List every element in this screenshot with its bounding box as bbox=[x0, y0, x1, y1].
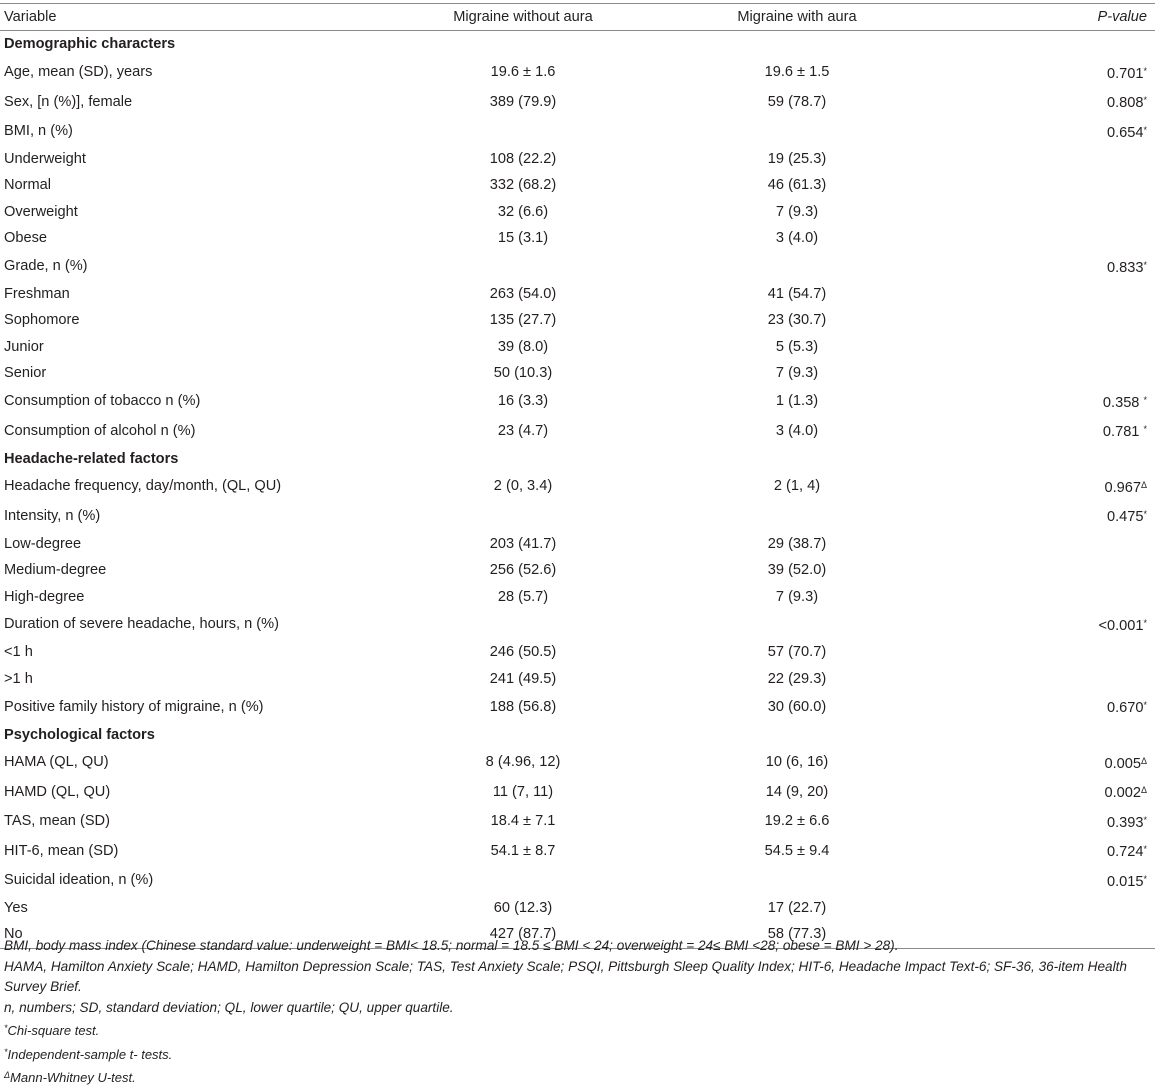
header-p-value-text: P-value bbox=[1097, 9, 1147, 25]
p-value-cell bbox=[932, 416, 1155, 445]
variable-cell: No bbox=[4, 926, 23, 943]
p-value-cell bbox=[932, 666, 1155, 692]
p-value-cell bbox=[932, 87, 1155, 116]
table-row bbox=[0, 531, 1155, 557]
p-value-cell bbox=[932, 199, 1155, 225]
p-value: 0.967 bbox=[1104, 479, 1141, 496]
table-row bbox=[0, 416, 1155, 445]
p-value-cell bbox=[932, 610, 1155, 639]
without-aura-cell: 28 (5.7) bbox=[497, 588, 549, 605]
p-value-cell bbox=[932, 472, 1155, 501]
footnote-mw-mark: Δ bbox=[4, 1070, 11, 1080]
with-aura-cell: 3 (4.0) bbox=[775, 230, 819, 247]
variable-cell: Consumption of tobacco n (%) bbox=[4, 393, 201, 410]
without-aura-cell: 263 (54.0) bbox=[489, 286, 557, 303]
p-value-cell bbox=[932, 692, 1155, 721]
variable-cell: Normal bbox=[4, 177, 52, 194]
p-value-cell bbox=[932, 584, 1155, 610]
with-aura-cell: 41 (54.7) bbox=[767, 286, 827, 303]
variable-cell: Suicidal ideation, n (%) bbox=[4, 872, 154, 889]
p-value-cell bbox=[932, 557, 1155, 583]
p-value-cell bbox=[932, 360, 1155, 386]
without-aura-cell: 54.1 ± 8.7 bbox=[490, 842, 556, 859]
with-aura-cell: 14 (9, 20) bbox=[765, 783, 829, 800]
table-row bbox=[0, 281, 1155, 307]
footnote-abbreviations: n, numbers; SD, standard deviation; QL, lower quartile; QU, upper quartile. bbox=[4, 999, 454, 1015]
p-value-cell bbox=[932, 334, 1155, 360]
p-value-cell bbox=[932, 58, 1155, 87]
p-value-mark: Δ bbox=[1140, 479, 1147, 490]
p-value-cell bbox=[932, 807, 1155, 836]
p-value-cell bbox=[932, 895, 1155, 921]
footnote-chi-text: Chi-square test. bbox=[7, 1023, 100, 1038]
p-value-mark: * bbox=[1143, 700, 1147, 711]
with-aura-cell bbox=[662, 252, 932, 281]
table-row bbox=[0, 666, 1155, 692]
without-aura-cell bbox=[384, 117, 662, 146]
p-value-cell bbox=[932, 387, 1155, 416]
header-migraine-with-aura: Migraine with aura bbox=[737, 9, 857, 25]
variable-cell: Headache frequency, day/month, (QL, QU) bbox=[4, 478, 282, 495]
table-row bbox=[0, 748, 1155, 777]
header-migraine-without-aura: Migraine without aura bbox=[453, 9, 593, 25]
p-value-mark: * bbox=[1143, 124, 1147, 135]
with-aura-cell bbox=[662, 117, 932, 146]
p-value-cell bbox=[932, 836, 1155, 865]
without-aura-cell bbox=[384, 610, 662, 639]
without-aura-cell: 241 (49.5) bbox=[489, 670, 557, 687]
without-aura-cell: 18.4 ± 7.1 bbox=[490, 813, 556, 830]
variable-cell: TAS, mean (SD) bbox=[4, 813, 110, 830]
p-value-mark: * bbox=[1143, 424, 1147, 435]
variable-cell: Overweight bbox=[4, 203, 78, 220]
table-row bbox=[0, 557, 1155, 583]
without-aura-cell: 389 (79.9) bbox=[489, 93, 557, 110]
p-value-mark: * bbox=[1143, 873, 1147, 884]
footnote-t-text: Independent-sample t- tests. bbox=[7, 1046, 173, 1062]
variable-cell: High-degree bbox=[4, 588, 85, 605]
variable-cell: Consumption of alcohol n (%) bbox=[4, 422, 196, 439]
without-aura-cell: 23 (4.7) bbox=[497, 422, 549, 439]
without-aura-cell: 203 (41.7) bbox=[489, 535, 557, 552]
p-value-cell bbox=[932, 252, 1155, 281]
with-aura-cell: 19.6 ± 1.5 bbox=[764, 64, 830, 81]
table-row bbox=[0, 866, 1155, 895]
variable-cell: Sophomore bbox=[4, 312, 80, 329]
section-row bbox=[0, 446, 1155, 472]
with-aura-cell bbox=[662, 610, 932, 639]
with-aura-cell: 2 (1, 4) bbox=[773, 478, 821, 495]
without-aura-cell: 32 (6.6) bbox=[497, 203, 549, 220]
variable-cell: Intensity, n (%) bbox=[4, 507, 101, 524]
table-row bbox=[0, 501, 1155, 530]
without-aura-cell: 15 (3.1) bbox=[497, 230, 549, 247]
variable-cell: Obese bbox=[4, 230, 47, 247]
variable-cell: Junior bbox=[4, 338, 44, 355]
table-row bbox=[0, 639, 1155, 665]
footnote-bmi: BMI, body mass index (Chinese standard value: underweight = BMI< 18.5; normal = 18.5 ≤ BMI < 24; overweight = 24≤ BMI <28; obese = BMI > 28). bbox=[4, 938, 899, 953]
variable-cell: >1 h bbox=[4, 670, 33, 687]
p-value: 0.005 bbox=[1104, 755, 1141, 772]
without-aura-cell: 8 (4.96, 12) bbox=[485, 754, 561, 771]
empty-cell bbox=[932, 722, 1155, 748]
with-aura-cell: 17 (22.7) bbox=[767, 900, 827, 916]
table-row bbox=[0, 610, 1155, 639]
p-value: <0.001 bbox=[1098, 617, 1144, 634]
table-row bbox=[0, 225, 1155, 251]
p-value-cell bbox=[932, 777, 1155, 806]
section-heading: Demographic characters bbox=[4, 36, 176, 53]
p-value-cell bbox=[932, 117, 1155, 146]
with-aura-cell bbox=[662, 866, 932, 895]
p-value-mark: * bbox=[1143, 844, 1147, 855]
p-value-mark: * bbox=[1143, 617, 1147, 628]
table-row bbox=[0, 836, 1155, 865]
p-value: 0.393 bbox=[1106, 814, 1144, 831]
variable-cell: Freshman bbox=[4, 286, 70, 303]
p-value: 0.701 bbox=[1106, 65, 1144, 82]
table-row bbox=[0, 117, 1155, 146]
footnote-chi-mark: * bbox=[4, 1023, 8, 1033]
p-value-cell bbox=[932, 225, 1155, 251]
with-aura-cell: 54.5 ± 9.4 bbox=[764, 842, 830, 859]
p-value: 0.358 bbox=[1102, 394, 1144, 411]
table-row bbox=[0, 172, 1155, 198]
p-value-mark: * bbox=[1143, 65, 1147, 76]
header-variable: Variable bbox=[4, 9, 57, 25]
p-value-cell bbox=[932, 639, 1155, 665]
with-aura-cell: 22 (29.3) bbox=[767, 670, 827, 687]
footnote-t-mark: * bbox=[4, 1046, 8, 1057]
data-table bbox=[0, 3, 1155, 949]
empty-cell bbox=[384, 31, 662, 58]
with-aura-cell: 10 (6, 16) bbox=[765, 754, 829, 771]
p-value-cell bbox=[932, 307, 1155, 333]
header-p-value bbox=[932, 4, 1155, 31]
variable-cell: Positive family history of migraine, n (%) bbox=[4, 698, 264, 715]
footnote-chi-square bbox=[4, 1018, 1134, 1042]
without-aura-cell: 11 (7, 11) bbox=[492, 783, 554, 800]
table-footnotes bbox=[4, 936, 1134, 1089]
table-row bbox=[0, 472, 1155, 501]
with-aura-cell: 3 (4.0) bbox=[775, 422, 819, 439]
variable-cell: Yes bbox=[4, 900, 28, 916]
table-row bbox=[0, 584, 1155, 610]
without-aura-cell bbox=[384, 252, 662, 281]
variable-cell: HAMD (QL, QU) bbox=[4, 783, 111, 800]
empty-cell bbox=[662, 446, 932, 472]
table-row bbox=[0, 360, 1155, 386]
p-value-mark: Δ bbox=[1140, 755, 1147, 766]
with-aura-cell: 59 (78.7) bbox=[767, 93, 827, 110]
p-value-mark: Δ bbox=[1140, 785, 1147, 796]
p-value: 0.654 bbox=[1106, 124, 1144, 141]
p-value-cell bbox=[932, 281, 1155, 307]
variable-cell: Low-degree bbox=[4, 535, 82, 552]
footnote-t-test bbox=[4, 1042, 1134, 1066]
section-heading: Headache-related factors bbox=[4, 450, 179, 467]
with-aura-cell: 46 (61.3) bbox=[767, 177, 827, 194]
with-aura-cell: 7 (9.3) bbox=[775, 588, 819, 605]
without-aura-cell bbox=[384, 866, 662, 895]
with-aura-cell: 7 (9.3) bbox=[775, 365, 819, 382]
without-aura-cell: 2 (0, 3.4) bbox=[493, 478, 553, 495]
variable-cell: Grade, n (%) bbox=[4, 258, 88, 275]
empty-cell bbox=[662, 722, 932, 748]
with-aura-cell: 29 (38.7) bbox=[767, 535, 827, 552]
section-heading: Psychological factors bbox=[4, 726, 155, 743]
variable-cell: Senior bbox=[4, 365, 47, 382]
p-value-cell bbox=[932, 146, 1155, 172]
without-aura-cell bbox=[384, 501, 662, 530]
p-value-cell bbox=[932, 501, 1155, 530]
without-aura-cell: 60 (12.3) bbox=[493, 900, 553, 916]
with-aura-cell: 58 (77.3) bbox=[767, 926, 827, 943]
footnote-mw-text: Mann-Whitney U-test. bbox=[10, 1070, 136, 1085]
without-aura-cell: 108 (22.2) bbox=[489, 151, 557, 168]
without-aura-cell: 50 (10.3) bbox=[493, 365, 553, 382]
variable-cell: Age, mean (SD), years bbox=[4, 64, 153, 81]
with-aura-cell: 19.2 ± 6.6 bbox=[764, 813, 830, 830]
empty-cell bbox=[662, 31, 932, 58]
without-aura-cell: 16 (3.3) bbox=[497, 393, 549, 410]
table-row bbox=[0, 199, 1155, 225]
p-value-mark: * bbox=[1143, 509, 1147, 520]
variable-cell: Sex, [n (%)], female bbox=[4, 93, 133, 110]
without-aura-cell: 246 (50.5) bbox=[489, 644, 557, 661]
table-row bbox=[0, 807, 1155, 836]
table-row bbox=[0, 692, 1155, 721]
with-aura-cell: 19 (25.3) bbox=[767, 151, 827, 168]
with-aura-cell: 7 (9.3) bbox=[775, 203, 819, 220]
header-row bbox=[0, 4, 1155, 31]
p-value-cell bbox=[932, 172, 1155, 198]
p-value-mark: * bbox=[1143, 259, 1147, 270]
p-value: 0.002 bbox=[1104, 785, 1141, 802]
table-row bbox=[0, 387, 1155, 416]
table-row bbox=[0, 307, 1155, 333]
table-row bbox=[0, 895, 1155, 921]
p-value-mark: * bbox=[1143, 814, 1147, 825]
p-value: 0.781 bbox=[1102, 424, 1144, 441]
p-value-mark: * bbox=[1143, 95, 1147, 106]
without-aura-cell: 135 (27.7) bbox=[489, 312, 557, 329]
with-aura-cell: 39 (52.0) bbox=[767, 562, 827, 579]
without-aura-cell: 332 (68.2) bbox=[489, 177, 557, 194]
without-aura-cell: 427 (87.7) bbox=[489, 926, 557, 943]
with-aura-cell: 30 (60.0) bbox=[767, 698, 827, 715]
table-row bbox=[0, 252, 1155, 281]
with-aura-cell: 5 (5.3) bbox=[775, 338, 819, 355]
variable-cell: Medium-degree bbox=[4, 562, 107, 579]
with-aura-cell: 1 (1.3) bbox=[775, 393, 819, 410]
p-value-mark: * bbox=[1143, 394, 1147, 405]
footnote-scales: HAMA, Hamilton Anxiety Scale; HAMD, Hamilton Depression Scale; TAS, Test Anxiety Scale; PSQI, Pittsburgh Sleep Quality Index; HIT-6, Headache Impact Text-6; SF-36, 36-item Health Survey Brief. bbox=[4, 958, 1127, 994]
without-aura-cell: 256 (52.6) bbox=[489, 562, 557, 579]
variable-cell: Underweight bbox=[4, 151, 86, 168]
p-value: 0.015 bbox=[1106, 873, 1144, 890]
variable-cell: Duration of severe headache, hours, n (%) bbox=[4, 616, 280, 633]
variable-cell: BMI, n (%) bbox=[4, 123, 73, 140]
footnote-mann-whitney bbox=[4, 1065, 1134, 1089]
p-value: 0.475 bbox=[1106, 509, 1144, 526]
table-row bbox=[0, 87, 1155, 116]
section-row bbox=[0, 31, 1155, 58]
p-value: 0.670 bbox=[1106, 700, 1144, 717]
without-aura-cell: 188 (56.8) bbox=[489, 698, 557, 715]
with-aura-cell: 57 (70.7) bbox=[767, 644, 827, 661]
table-row bbox=[0, 777, 1155, 806]
with-aura-cell bbox=[662, 501, 932, 530]
empty-cell bbox=[384, 722, 662, 748]
variable-cell: <1 h bbox=[4, 644, 33, 661]
p-value-cell bbox=[932, 866, 1155, 895]
empty-cell bbox=[932, 31, 1155, 58]
empty-cell bbox=[384, 446, 662, 472]
p-value: 0.808 bbox=[1106, 95, 1144, 112]
p-value: 0.724 bbox=[1106, 844, 1144, 861]
p-value: 0.833 bbox=[1106, 259, 1144, 276]
with-aura-cell: 23 (30.7) bbox=[767, 312, 827, 329]
section-row bbox=[0, 722, 1155, 748]
table-row bbox=[0, 58, 1155, 87]
table-row bbox=[0, 334, 1155, 360]
p-value-cell bbox=[932, 748, 1155, 777]
without-aura-cell: 19.6 ± 1.6 bbox=[490, 64, 556, 81]
table-row bbox=[0, 146, 1155, 172]
without-aura-cell: 39 (8.0) bbox=[497, 338, 549, 355]
empty-cell bbox=[932, 446, 1155, 472]
variable-cell: HIT-6, mean (SD) bbox=[4, 842, 119, 859]
table-body bbox=[0, 31, 1155, 948]
variable-cell: HAMA (QL, QU) bbox=[4, 754, 109, 771]
p-value-cell bbox=[932, 531, 1155, 557]
